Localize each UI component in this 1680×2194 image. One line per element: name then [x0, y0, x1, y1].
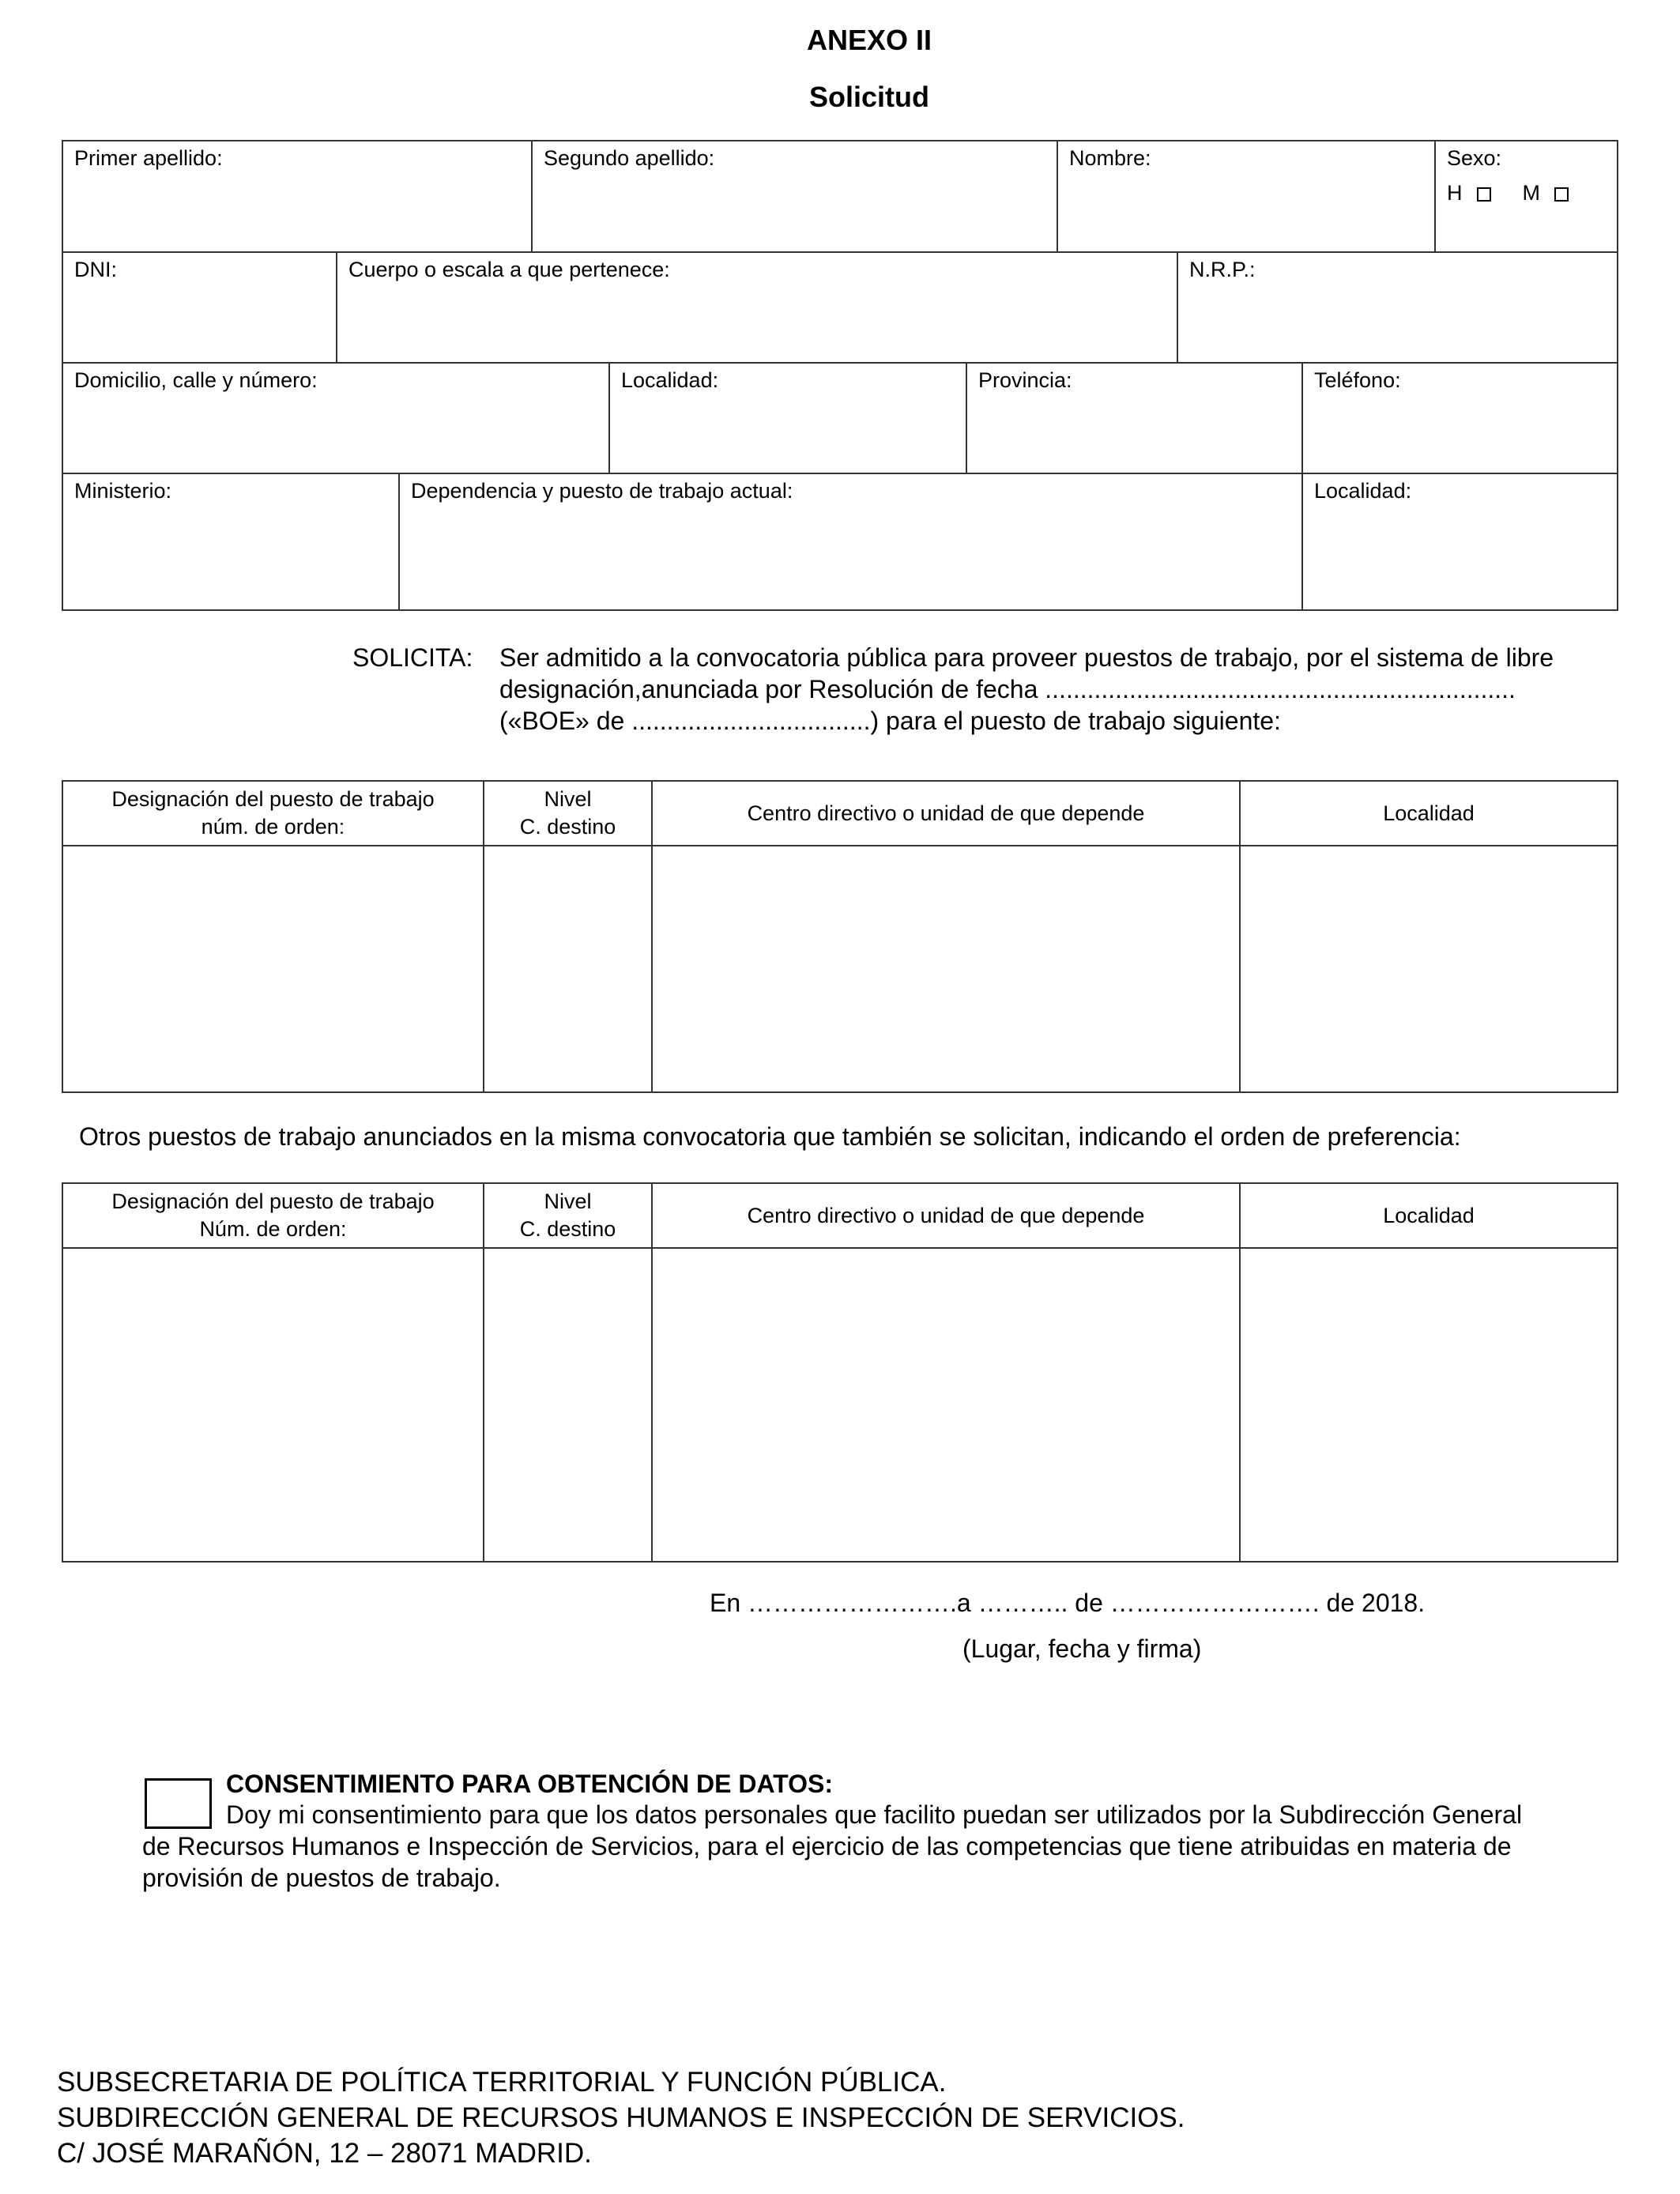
table1-header-centro-text: Centro directivo o unidad de que depende [747, 801, 1145, 825]
table1-cell-nivel[interactable] [483, 845, 653, 1093]
telefono-label: Teléfono: [1314, 368, 1401, 392]
sexo-m-label: M [1522, 181, 1540, 205]
table1-header-localidad [1239, 780, 1618, 846]
consent-checkbox[interactable] [145, 1778, 212, 1829]
primer-apellido-label: Primer apellido: [74, 146, 223, 170]
table1-cell-localidad[interactable] [1239, 845, 1618, 1093]
segundo-apellido-field[interactable] [531, 140, 1058, 253]
ministerio-label: Ministerio: [74, 479, 172, 503]
solicita-line-2: designación,anunciada por Resolución de fecha ................................................................... [499, 675, 1516, 703]
consent-title: CONSENTIMIENTO PARA OBTENCIÓN DE DATOS: [226, 1770, 834, 1798]
signature-caption: (Lugar, fecha y firma) [962, 1634, 1202, 1663]
footer-line-3: C/ JOSÉ MARAÑÓN, 12 – 28071 MADRID. [57, 2138, 592, 2169]
sexo-h-checkbox[interactable] [1477, 187, 1491, 202]
sexo-options [1447, 181, 1569, 205]
localidad-actual-field[interactable] [1301, 473, 1618, 611]
dependencia-field[interactable] [398, 473, 1303, 611]
table2-cell-nivel[interactable] [483, 1247, 653, 1563]
table2-cell-localidad[interactable] [1239, 1247, 1618, 1563]
table1-header-nivel [483, 780, 653, 846]
nombre-field[interactable] [1057, 140, 1436, 253]
localidad-label: Localidad: [621, 368, 719, 392]
table2-header-designacion-text: Designación del puesto de trabajo Núm. de orden: [111, 1189, 435, 1241]
telefono-field[interactable] [1301, 362, 1618, 474]
table2-header-localidad-text: Localidad [1383, 1203, 1475, 1227]
dni-field[interactable] [62, 251, 337, 364]
sexo-field [1434, 140, 1618, 253]
nrp-field[interactable] [1177, 251, 1618, 364]
table2-header-designacion [62, 1182, 484, 1249]
solicita-line-1: Ser admitido a la convocatoria pública para proveer puestos de trabajo, por el sistema de libre [499, 643, 1554, 672]
dependencia-label: Dependencia y puesto de trabajo actual: [411, 479, 793, 503]
solicita-line-3: («BOE» de ..................................) para el puesto de trabajo siguiente: [499, 707, 1281, 735]
provincia-label: Provincia: [978, 368, 1072, 392]
table1-header-designacion [62, 780, 484, 846]
provincia-field[interactable] [966, 362, 1303, 474]
sexo-h-label: H [1447, 181, 1463, 205]
table1-header-centro [651, 780, 1241, 846]
otros-puestos-text: Otros puestos de trabajo anunciados en la misma convocatoria que también se solicitan, indicando el orden de preferencia: [79, 1122, 1461, 1151]
footer-line-1: SUBSECRETARIA DE POLÍTICA TERRITORIAL Y FUNCIÓN PÚBLICA. [57, 2067, 947, 2098]
table1-header-localidad-text: Localidad [1383, 801, 1475, 825]
footer-line-2: SUBDIRECCIÓN GENERAL DE RECURSOS HUMANOS E INSPECCIÓN DE SERVICIOS. [57, 2102, 1185, 2133]
cuerpo-field[interactable] [336, 251, 1178, 364]
nrp-label: N.R.P.: [1189, 258, 1256, 281]
table2-cell-centro[interactable] [651, 1247, 1241, 1563]
footer [57, 2064, 1185, 2171]
ministerio-field[interactable] [62, 473, 400, 611]
consent-text-line-1: Doy mi consentimiento para que los datos personales que facilito puedan ser utilizados por la Subdirección General [226, 1800, 1523, 1829]
solicita-text [499, 642, 1598, 737]
domicilio-field[interactable] [62, 362, 610, 474]
table1-header-designacion-text: Designación del puesto de trabajo núm. de orden: [111, 787, 435, 839]
sexo-m-checkbox[interactable] [1554, 187, 1569, 202]
cuerpo-label: Cuerpo o escala a que pertenece: [348, 258, 670, 281]
form-subtitle: Solicitud [809, 81, 929, 113]
segundo-apellido-label: Segundo apellido: [544, 146, 715, 170]
table1-header-nivel-text: Nivel C. destino [519, 787, 616, 839]
consent-text-line-2: de Recursos Humanos e Inspección de Servicios, para el ejercicio de las competencias que tiene atribuidas en materia de [142, 1832, 1512, 1860]
primer-apellido-field[interactable] [62, 140, 533, 253]
dni-label: DNI: [74, 258, 117, 281]
table2-header-centro-text: Centro directivo o unidad de que depende [747, 1203, 1145, 1227]
table2-header-nivel [483, 1182, 653, 1249]
table1-cell-designacion[interactable] [62, 845, 484, 1093]
table2-header-centro [651, 1182, 1241, 1249]
table2-header-localidad [1239, 1182, 1618, 1249]
sexo-label: Sexo: [1447, 146, 1502, 170]
nombre-label: Nombre: [1069, 146, 1151, 170]
table2-cell-designacion[interactable] [62, 1247, 484, 1563]
solicita-label: SOLICITA: [352, 643, 473, 672]
localidad-actual-label: Localidad: [1314, 479, 1412, 503]
annex-title: ANEXO II [806, 24, 932, 56]
domicilio-label: Domicilio, calle y número: [74, 368, 318, 392]
signature-line: En …………………….a ……….. de ……………………. de 2018. [710, 1589, 1426, 1617]
consent-text-line-3: provisión de puestos de trabajo. [142, 1864, 501, 1892]
table1-cell-centro[interactable] [651, 845, 1241, 1093]
localidad-field[interactable] [608, 362, 967, 474]
table2-header-nivel-text: Nivel C. destino [519, 1189, 616, 1241]
